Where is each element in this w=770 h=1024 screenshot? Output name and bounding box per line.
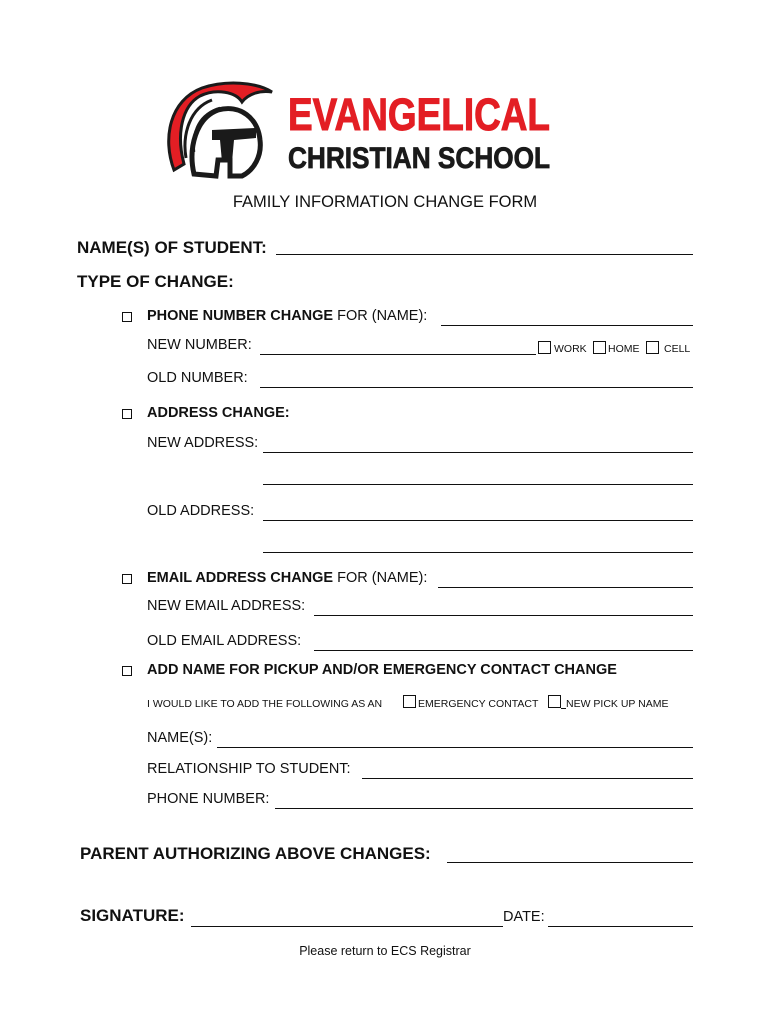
new-address-field-1[interactable] [263,452,693,453]
cell-label: CELL [664,343,691,355]
new-number-label: NEW NUMBER: [147,337,252,353]
new-address-label: NEW ADDRESS: [147,435,259,451]
pickup-intro-text: I WOULD LIKE TO ADD THE FOLLOWING AS AN [147,698,383,710]
spartan-helmet-logo-icon [169,83,272,176]
email-change-heading-rest: FOR (NAME): [333,570,428,586]
phone-change-for-name-field[interactable] [441,325,693,326]
old-number-label: OLD NUMBER: [147,370,248,386]
new-email-field[interactable] [314,615,693,616]
work-label: WORK [554,343,587,355]
pickup-change-checkbox[interactable] [122,666,132,676]
parent-authorizing-field[interactable] [447,862,693,863]
date-label: DATE: [503,909,545,925]
relationship-label: RELATIONSHIP TO STUDENT: [147,761,351,777]
parent-authorizing-label: PARENT AUTHORIZING ABOVE CHANGES: [80,844,431,863]
new-pickup-label: NEW PICK UP NAME [566,698,669,710]
emergency-contact-checkbox[interactable] [403,695,416,708]
old-number-field[interactable] [260,387,693,388]
footer-note: Please return to ECS Registrar [299,944,471,958]
email-change-heading-bold: EMAIL ADDRESS CHANGE [147,570,334,586]
relationship-field[interactable] [362,778,693,779]
old-address-field-2[interactable] [263,552,693,553]
address-change-checkbox[interactable] [122,409,132,419]
emergency-contact-label: EMERGENCY CONTACT [418,698,539,710]
phone-change-checkbox[interactable] [122,312,132,322]
new-address-field-2[interactable] [263,484,693,485]
email-change-heading [147,570,427,586]
pickup-phone-label: PHONE NUMBER: [147,791,270,807]
type-of-change-label: TYPE OF CHANGE: [77,272,234,291]
home-label: HOME [608,343,640,355]
new-pickup-checkbox[interactable] [548,695,561,708]
phone-change-heading-rest: FOR (NAME): [333,308,428,324]
form-title: FAMILY INFORMATION CHANGE FORM [232,193,538,211]
pickup-names-field[interactable] [217,747,693,748]
student-name-label: NAME(S) OF STUDENT: [77,238,267,257]
email-change-checkbox[interactable] [122,574,132,584]
old-address-field-1[interactable] [263,520,693,521]
old-email-label: OLD EMAIL ADDRESS: [147,633,302,649]
old-address-label: OLD ADDRESS: [147,503,255,519]
school-logo [160,78,560,185]
phone-change-heading-bold: PHONE NUMBER CHANGE [147,308,334,324]
cell-checkbox[interactable] [646,341,659,354]
address-change-heading: ADDRESS CHANGE: [147,405,290,421]
signature-field[interactable] [191,926,503,927]
old-email-field[interactable] [314,650,693,651]
work-checkbox[interactable] [538,341,551,354]
pickup-change-heading: ADD NAME FOR PICKUP AND/OR EMERGENCY CONTACT CHANGE [147,662,617,678]
new-email-label: NEW EMAIL ADDRESS: [147,598,306,614]
pickup-names-label: NAME(S): [147,730,213,746]
new-number-field[interactable] [260,354,536,355]
signature-label: SIGNATURE: [80,906,185,925]
email-change-for-name-field[interactable] [438,587,693,588]
logo-line2: CHRISTIAN SCHOOL [288,142,550,175]
date-field[interactable] [548,926,693,927]
pickup-phone-field[interactable] [275,808,693,809]
phone-change-heading [147,308,427,324]
logo-line1: EVANGELICAL [288,89,550,140]
home-checkbox[interactable] [593,341,606,354]
student-name-field[interactable] [276,254,693,255]
